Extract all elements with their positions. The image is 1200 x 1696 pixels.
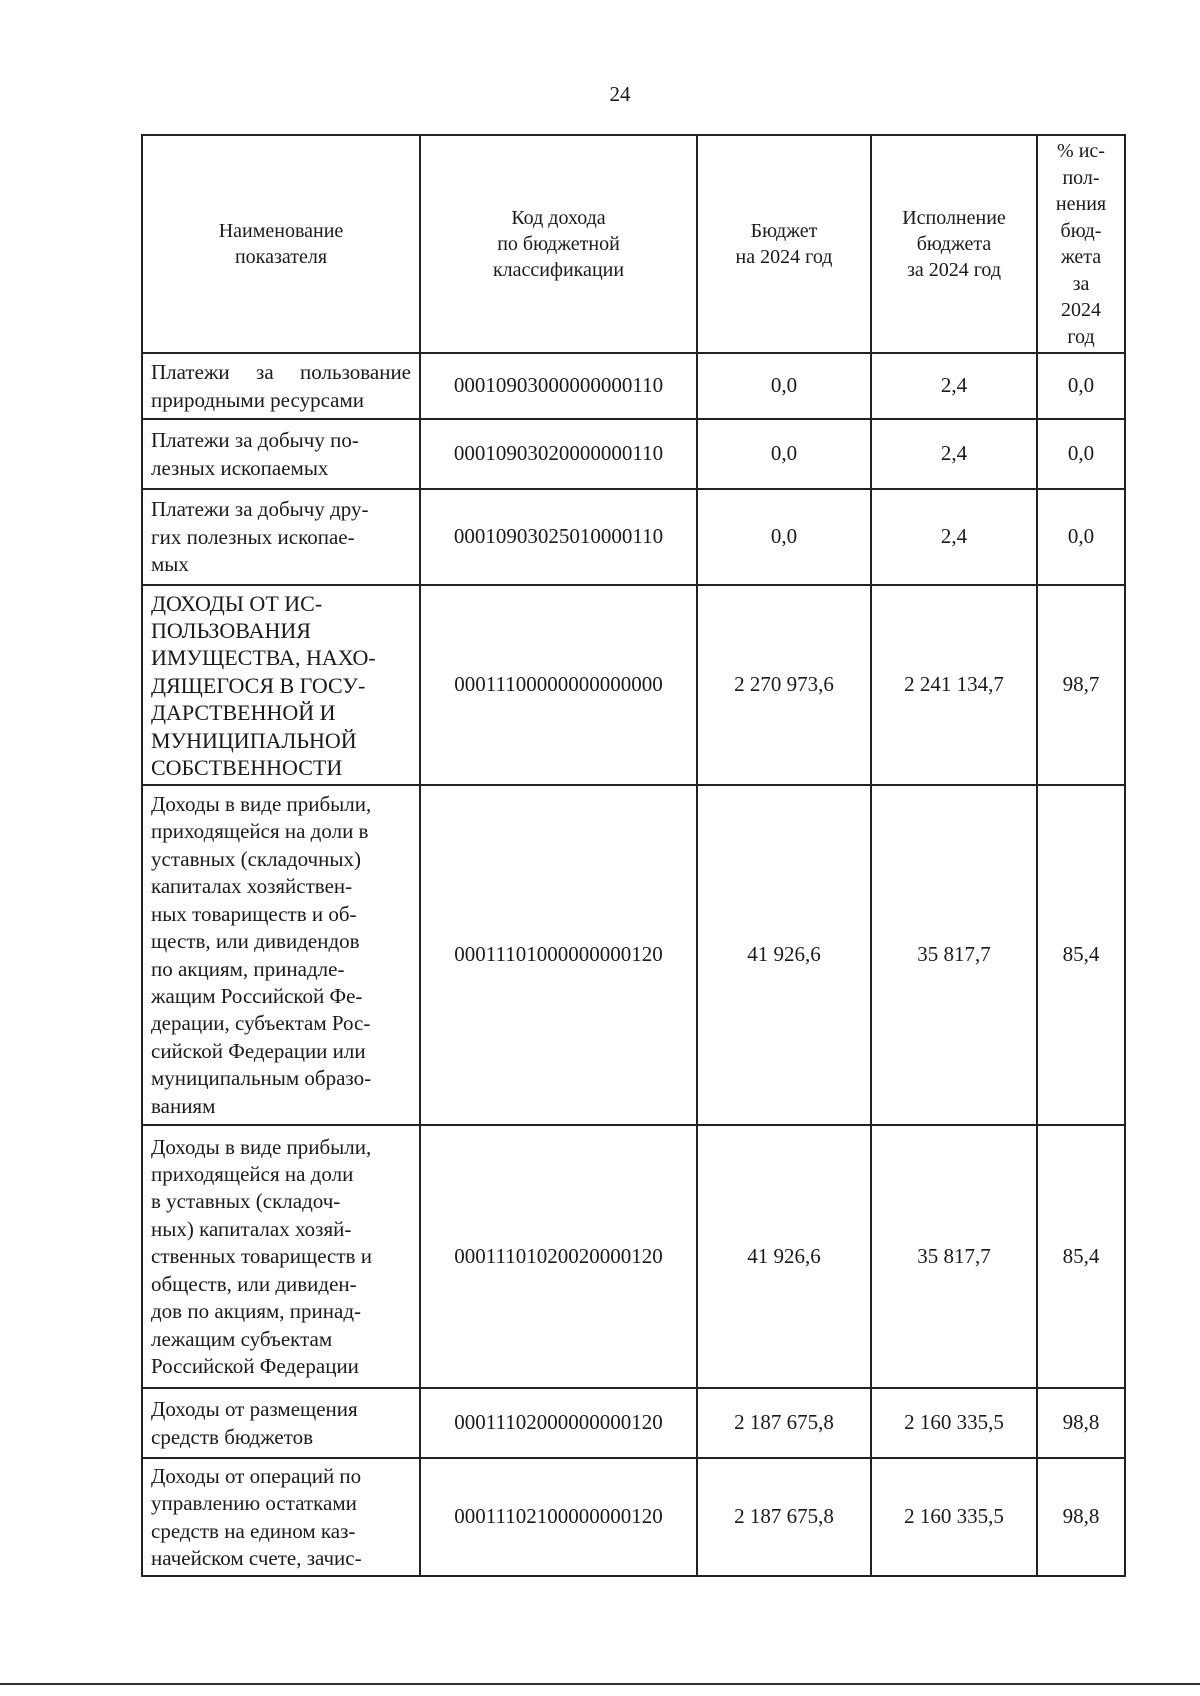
row-percent: 0,0 — [1037, 489, 1125, 585]
row-execution: 2 160 335,5 — [871, 1388, 1037, 1458]
row-code: 00011101000000000120 — [420, 785, 697, 1125]
row-code: 00011100000000000000 — [420, 585, 697, 785]
table-row — [142, 1458, 1125, 1576]
table-row — [142, 1125, 1125, 1388]
row-name: Доходы от размещения средств бюджетов — [142, 1388, 420, 1458]
row-code: 00010903000000000110 — [420, 353, 697, 419]
row-code: 00011102000000000120 — [420, 1388, 697, 1458]
row-execution: 35 817,7 — [871, 1125, 1037, 1388]
row-execution: 2,4 — [871, 353, 1037, 419]
table-row — [142, 489, 1125, 585]
header-execution: Исполнение бюджета за 2024 год — [871, 135, 1037, 353]
budget-table — [141, 134, 1126, 1577]
row-percent: 85,4 — [1037, 785, 1125, 1125]
header-code: Код дохода по бюджетной классификации — [420, 135, 697, 353]
row-name: Доходы в виде прибыли, приходящейся на доли в уставных (складоч- ных) капиталах хозяй- ственных товариществ и обществ, или дивиден- дов по акциям, принад- лежащим субъектам Российской Федерации — [142, 1125, 420, 1388]
header-percent: % ис- пол- нения бюд- жета за 2024 год — [1037, 135, 1125, 353]
row-budget: 0,0 — [697, 419, 871, 489]
row-percent: 0,0 — [1037, 353, 1125, 419]
row-execution: 2,4 — [871, 419, 1037, 489]
row-budget: 0,0 — [697, 489, 871, 585]
row-name: Платежи за добычу по- лезных ископаемых — [142, 419, 420, 489]
row-name: Доходы от операций по управлению остатками средств на едином каз- начейском счете, зачис- — [142, 1458, 420, 1576]
header-budget: Бюджет на 2024 год — [697, 135, 871, 353]
header-name: Наименование показателя — [142, 135, 420, 353]
row-name: ДОХОДЫ ОТ ИС- ПОЛЬЗОВАНИЯ ИМУЩЕСТВА, НАХО- ДЯЩЕГОСЯ В ГОСУ- ДАРСТВЕННОЙ И МУНИЦИПАЛЬНОЙ СОБСТВЕННОСТИ — [142, 585, 420, 785]
row-name: Платежи за добычу дру- гих полезных ископае- мых — [142, 489, 420, 585]
row-budget: 2 187 675,8 — [697, 1388, 871, 1458]
page-number: 24 — [609, 82, 631, 106]
row-code: 00010903025010000110 — [420, 489, 697, 585]
row-budget: 41 926,6 — [697, 1125, 871, 1388]
row-name: Доходы в виде прибыли, приходящейся на доли в уставных (складочных) капиталах хозяйствен- ных товариществ и об- ществ, или дивидендов по акциям, принадле- жащим Российской Фе- дерации, субъектам Рос- сийской Федерации или муниципальным образо- ваниям — [142, 785, 420, 1125]
row-percent: 98,8 — [1037, 1458, 1125, 1576]
row-code: 00011102100000000120 — [420, 1458, 697, 1576]
table-row — [142, 1388, 1125, 1458]
header-row — [142, 135, 1125, 353]
row-budget: 2 270 973,6 — [697, 585, 871, 785]
page-bottom-rule — [0, 1683, 1200, 1685]
table-row — [142, 785, 1125, 1125]
row-percent: 0,0 — [1037, 419, 1125, 489]
table-row — [142, 353, 1125, 419]
row-execution: 35 817,7 — [871, 785, 1037, 1125]
row-budget: 0,0 — [697, 353, 871, 419]
row-percent: 85,4 — [1037, 1125, 1125, 1388]
table-row — [142, 419, 1125, 489]
row-budget: 41 926,6 — [697, 785, 871, 1125]
row-execution: 2 160 335,5 — [871, 1458, 1037, 1576]
row-code: 00011101020020000120 — [420, 1125, 697, 1388]
row-budget: 2 187 675,8 — [697, 1458, 871, 1576]
row-execution: 2,4 — [871, 489, 1037, 585]
row-name: Платежи за пользование природными ресурсами — [142, 353, 420, 419]
table-row — [142, 585, 1125, 785]
row-execution: 2 241 134,7 — [871, 585, 1037, 785]
row-code: 00010903020000000110 — [420, 419, 697, 489]
row-percent: 98,8 — [1037, 1388, 1125, 1458]
row-percent: 98,7 — [1037, 585, 1125, 785]
